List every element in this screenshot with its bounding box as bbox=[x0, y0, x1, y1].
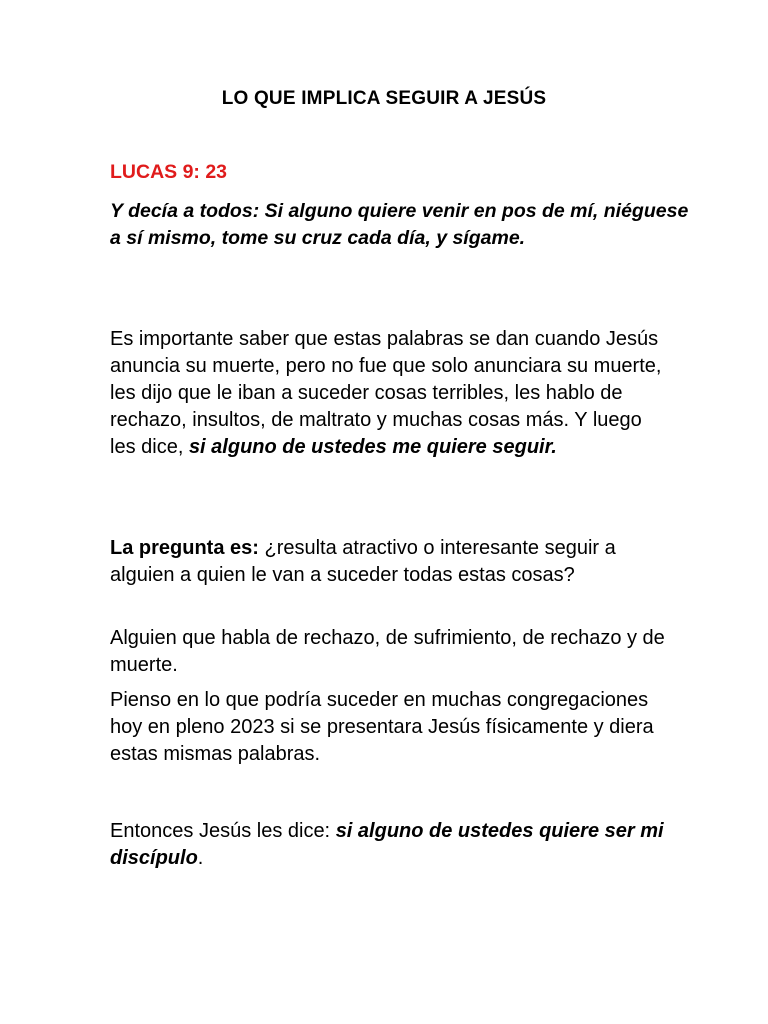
paragraph-1 bbox=[110, 326, 670, 461]
paragraph-5 bbox=[110, 818, 670, 872]
paragraph-4: Pienso en lo que podría suceder en muchas congregaciones hoy en pleno 2023 si se presentara Jesús físicamente y diera estas mismas palabras. bbox=[110, 689, 654, 765]
paragraph-2-lead: La pregunta es: bbox=[110, 537, 259, 559]
paragraph-2 bbox=[110, 535, 670, 589]
page-title: LO QUE IMPLICA SEGUIR A JESÚS bbox=[221, 88, 547, 109]
paragraph-5-end: . bbox=[197, 847, 204, 869]
paragraph-3: Alguien que habla de rechazo, de sufrimiento, de rechazo y de muerte. bbox=[110, 627, 665, 676]
bible-reference: LUCAS 9: 23 bbox=[110, 161, 228, 183]
paragraph-1-text: Es importante saber que estas palabras se dan cuando Jesús anuncia su muerte, pero no fue que solo anunciara su muerte, les dijo que le iban a suceder cosas terribles, les hablo de rechazo, insultos, de maltrato y muchas cosas más. Y luego les dice, bbox=[110, 328, 662, 458]
paragraph-5-emphasis: si alguno de ustedes quiere ser mi discípulo bbox=[110, 820, 664, 869]
paragraph-5-text: Entonces Jesús les dice: bbox=[110, 820, 336, 842]
paragraph-1-emphasis: si alguno de ustedes me quiere seguir. bbox=[188, 436, 557, 458]
paragraph-2-text: ¿resulta atractivo o interesante seguir a alguien a quien le van a suceder todas estas cosas? bbox=[110, 537, 616, 586]
bible-verse: Y decía a todos: Si alguno quiere venir en pos de mí, niéguese a sí mismo, tome su cruz cada día, y sígame. bbox=[110, 200, 689, 249]
